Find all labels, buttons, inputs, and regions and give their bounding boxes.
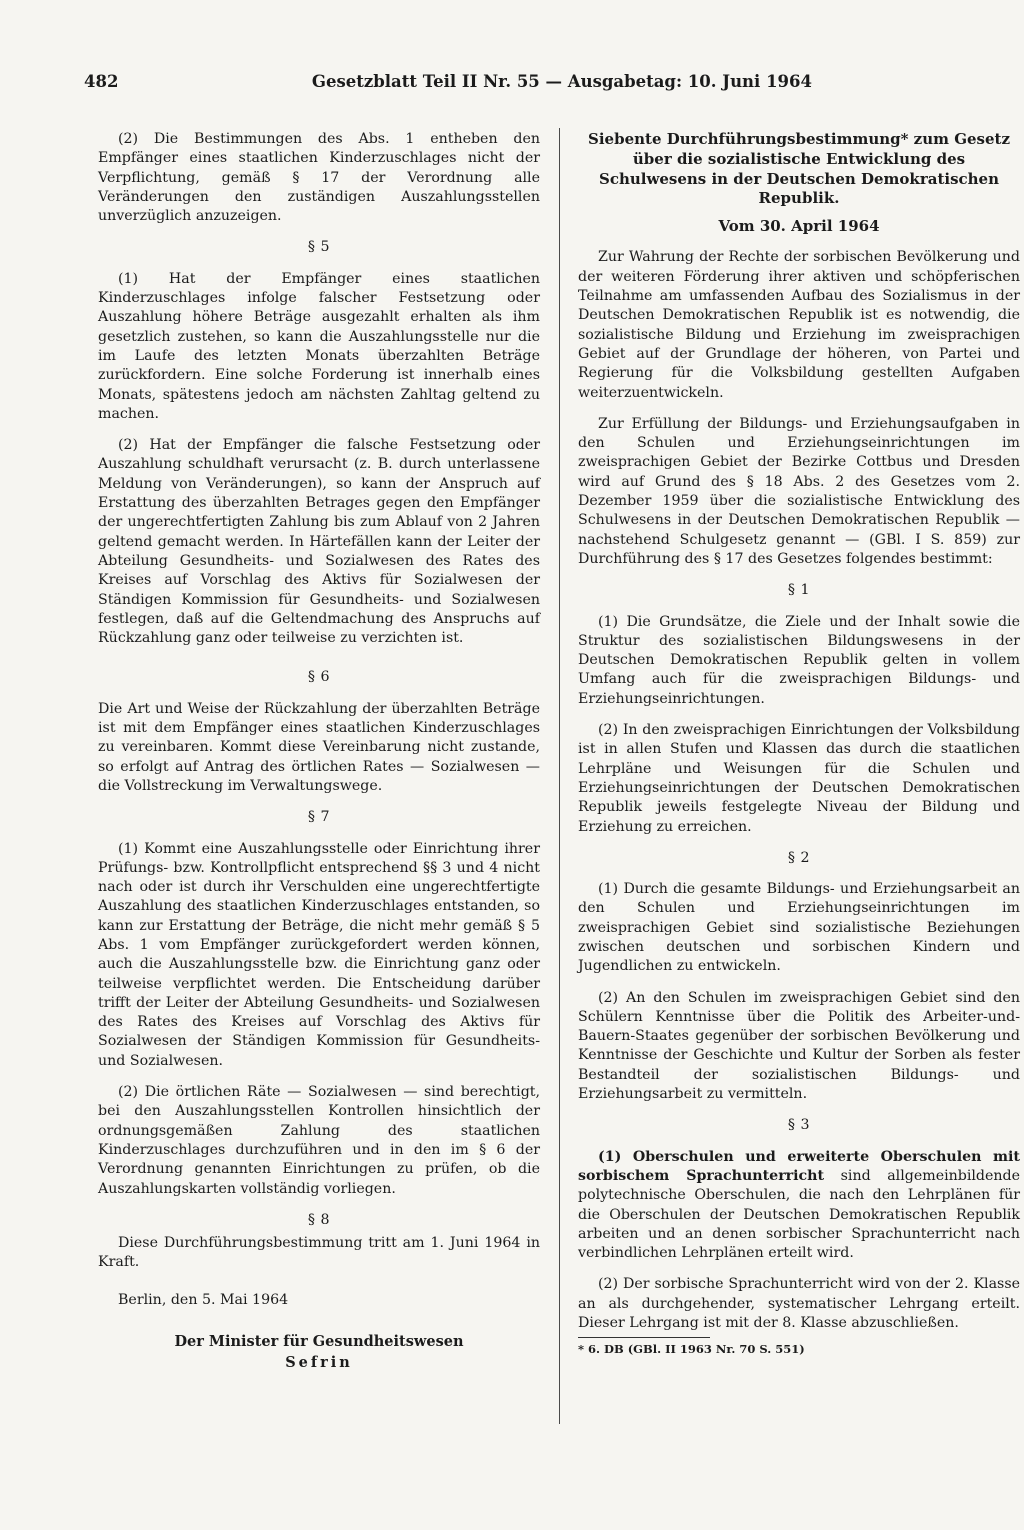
paragraph <box>578 1148 1020 1264</box>
paragraph: (2) Der sorbische Sprachunterricht wird von der 2. Klasse an als durchgehender, systematischer Lehrgang erteilt. Dieser Lehrgang ist mit der 8. Klasse abzuschließen. <box>578 1276 1020 1332</box>
bold-term: (1) Oberschulen und erweiterte Oberschulen mit sorbischem Sprachunterricht <box>578 1148 1020 1184</box>
paragraph: (2) In den zweisprachigen Einrichtungen der Volksbildung ist in allen Stufen und Klassen das durch die staatlichen Lehrpläne und Weisungen für die Schulen und Erziehungseinrichtungen der Deutschen Demokratischen Republik jeweils festgelegte Niveau der Bildung und Erziehung zu erreichen. <box>578 722 1020 835</box>
section-heading-8: § 8 <box>307 1211 331 1228</box>
left-column <box>98 130 540 1373</box>
section-heading-5: § 5 <box>307 239 331 256</box>
section-heading-3: § 3 <box>787 1117 811 1134</box>
paragraph: (2) An den Schulen im zweisprachigen Gebiet sind den Schülern Kenntnisse über die Politik des Arbeiter-und-Bauern-Staates gegenüber der sorbischen Bevölkerung und Kenntnisse der Geschichte und Kultur der Sorben als fester Bestandteil der sozialistischen Bildungs- und Erziehungsarbeit zu vermitteln. <box>578 989 1020 1103</box>
signer-name: Sefrin <box>285 1354 353 1372</box>
paragraph: Diese Durchführungsbestimmung tritt am 1. Juni 1964 in Kraft. <box>98 1235 540 1271</box>
paragraph: (1) Die Grundsätze, die Ziele und der Inhalt sowie die Struktur des sozialistischen Bildungswesens in der Deutschen Demokratischen Republik gelten in vollem Umfang auch für die zweisprachigen Bildungs- und Erziehungseinrichtungen. <box>578 613 1020 707</box>
footnote: * 6. DB (GBl. II 1963 Nr. 70 S. 551) <box>578 1342 805 1357</box>
section-heading-6: § 6 <box>307 669 331 686</box>
signer-title: Der Minister für Gesundheitswesen <box>174 1333 464 1351</box>
column-divider <box>559 128 560 1424</box>
footnote-rule <box>578 1337 710 1338</box>
section-heading-7: § 7 <box>307 809 331 826</box>
paragraph: (2) Die örtlichen Räte — Sozialwesen — sind berechtigt, bei den Auszahlungsstellen Kontrollen hinsichtlich der ordnungsgemäßen Zahlung des staatlichen Kinderzuschlages durchzuführen und in den im § 6 der Verordnung genannten Einrichtungen zu prüfen, ob die Auszahlungskarten vollständig vorliegen. <box>98 1084 540 1197</box>
paragraph: (1) Hat der Empfänger eines staatlichen Kinderzuschlages infolge falscher Festsetzung oder Auszahlung höhere Beträge ausgezahlt erhalten als ihm gesetzlich zustehen, so kann die Auszahlungsstelle nur die im Laufe des letzten Monats überzahlten Beträge zurückfordern. Eine solche Forderung ist innerhalb eines Monats, spätestens jedoch am nächsten Zahltag geltend zu machen. <box>98 270 540 422</box>
paragraph: (1) Durch die gesamte Bildungs- und Erziehungsarbeit an den Schulen und Erziehungseinrichtungen im zweisprachigen Gebiet sind sozialistische Beziehungen zwischen deutschen und sorbischen Kindern und Jugendlichen zu entwickeln. <box>578 881 1020 975</box>
section-heading-2: § 2 <box>787 849 811 866</box>
page-number: 482 <box>84 72 119 91</box>
place-and-date: Berlin, den 5. Mai 1964 <box>118 1291 289 1308</box>
paragraph: (2) Hat der Empfänger die falsche Festsetzung oder Auszahlung schuldhaft verursacht (z. B. durch unterlassene Meldung von Veränderungen), so kann der Anspruch auf Erstattung des überzahlten Betrages gegen den Empfänger der ungerechtfertigten Zahlung bis zum Ablauf von 2 Jahren geltend gemacht werden. In Härtefällen kann der Leiter der Abteilung Gesundheits- und Sozialwesen des Rates des Kreises auf Vorschlag des Aktivs für Sozialwesen der Ständigen Kommission für Gesundheits- und Sozialwesen festlegen, daß auf die Geltendmachung des Anspruchs auf Rückzahlung ganz oder teilweise zu verzichten ist. <box>98 437 540 647</box>
right-column <box>578 130 1020 1356</box>
section-heading-1: § 1 <box>787 582 811 599</box>
document-date: Vom 30. April 1964 <box>718 217 880 236</box>
paragraph: (1) Kommt eine Auszahlungsstelle oder Einrichtung ihrer Prüfungs- bzw. Kontrollpflicht entsprechend §§ 3 und 4 nicht nach oder ist durch ihr Verschulden eine ungerechtfertigte Auszahlung des staatlichen Kinderzuschlages entstanden, so kann zur Erstattung der Beträge, die nicht mehr gemäß § 5 Abs. 1 vom Empfänger zurückgefordert werden können, auch die Auszahlungsstelle bzw. die Einrichtung ganz oder teilweise verpflichtet werden. Die Entscheidung darüber trifft der Leiter der Abteilung Gesundheits- und Sozialwesen des Rates des Kreises auf Vorschlag des Aktivs für Sozialwesen der Ständigen Kommission für Gesundheits- und Sozialwesen. <box>98 840 540 1069</box>
paragraph: (2) Die Bestimmungen des Abs. 1 entheben den Empfänger eines staatlichen Kinderzuschlages nicht der Verpflichtung, gemäß § 17 der Verordnung alle Veränderungen den zuständigen Auszahlungsstellen unverzüglich anzuzeigen. <box>98 131 540 225</box>
paragraph: Zur Wahrung der Rechte der sorbischen Bevölkerung und der weiteren Förderung ihrer aktiven und schöpferischen Teilnahme am umfassenden Aufbau des Sozialismus in der Deutschen Demokratischen Republik ist es notwendig, die sozialistische Bildung und Erziehung im zweisprachigen Gebiet auf der Grundlage der höheren, von Partei und Regierung für die Volksbildung gestellten Aufgaben weiterzuentwickeln. <box>578 249 1020 401</box>
page-header <box>84 72 812 98</box>
paragraph-rest: sind allgemeinbildende polytechnische Oberschulen, die nach den Lehrplänen für die Oberschulen der Deutschen Demokratischen Republik arbeiten und an denen sorbischer Sprachunterricht nach verbindlichen Lehrplänen erteilt wird. <box>578 1167 1021 1262</box>
document-title: Siebente Durchführungsbestimmung* zum Gesetz über die sozialistische Entwicklung des Schulwesens in der Deutschen Demokratischen Republik. <box>588 130 1010 208</box>
gazette-title: Gesetzblatt Teil II Nr. 55 — Ausgabetag: 10. Juni 1964 <box>311 72 812 91</box>
paragraph: Zur Erfüllung der Bildungs- und Erziehungsaufgaben in den Schulen und Erziehungseinrichtungen im zweisprachigen Gebiet der Bezirke Cottbus und Dresden wird auf Grund des § 18 Abs. 2 des Gesetzes vom 2. Dezember 1959 über die sozialistische Entwicklung des Schulwesens in der Deutschen Demokratischen Republik — nachstehend Schulgesetz genannt — (GBl. I S. 859) zur Durchführung des § 17 des Gesetzes folgendes bestimmt: <box>578 415 1020 567</box>
paragraph: Die Art und Weise der Rückzahlung der überzahlten Beträge ist mit dem Empfänger eines staatlichen Kinderzuschlages zu vereinbaren. Kommt diese Vereinbarung nicht zustande, so erfolgt auf Antrag des örtlichen Rates — Sozialwesen — die Vollstreckung im Verwaltungswege. <box>98 700 540 794</box>
